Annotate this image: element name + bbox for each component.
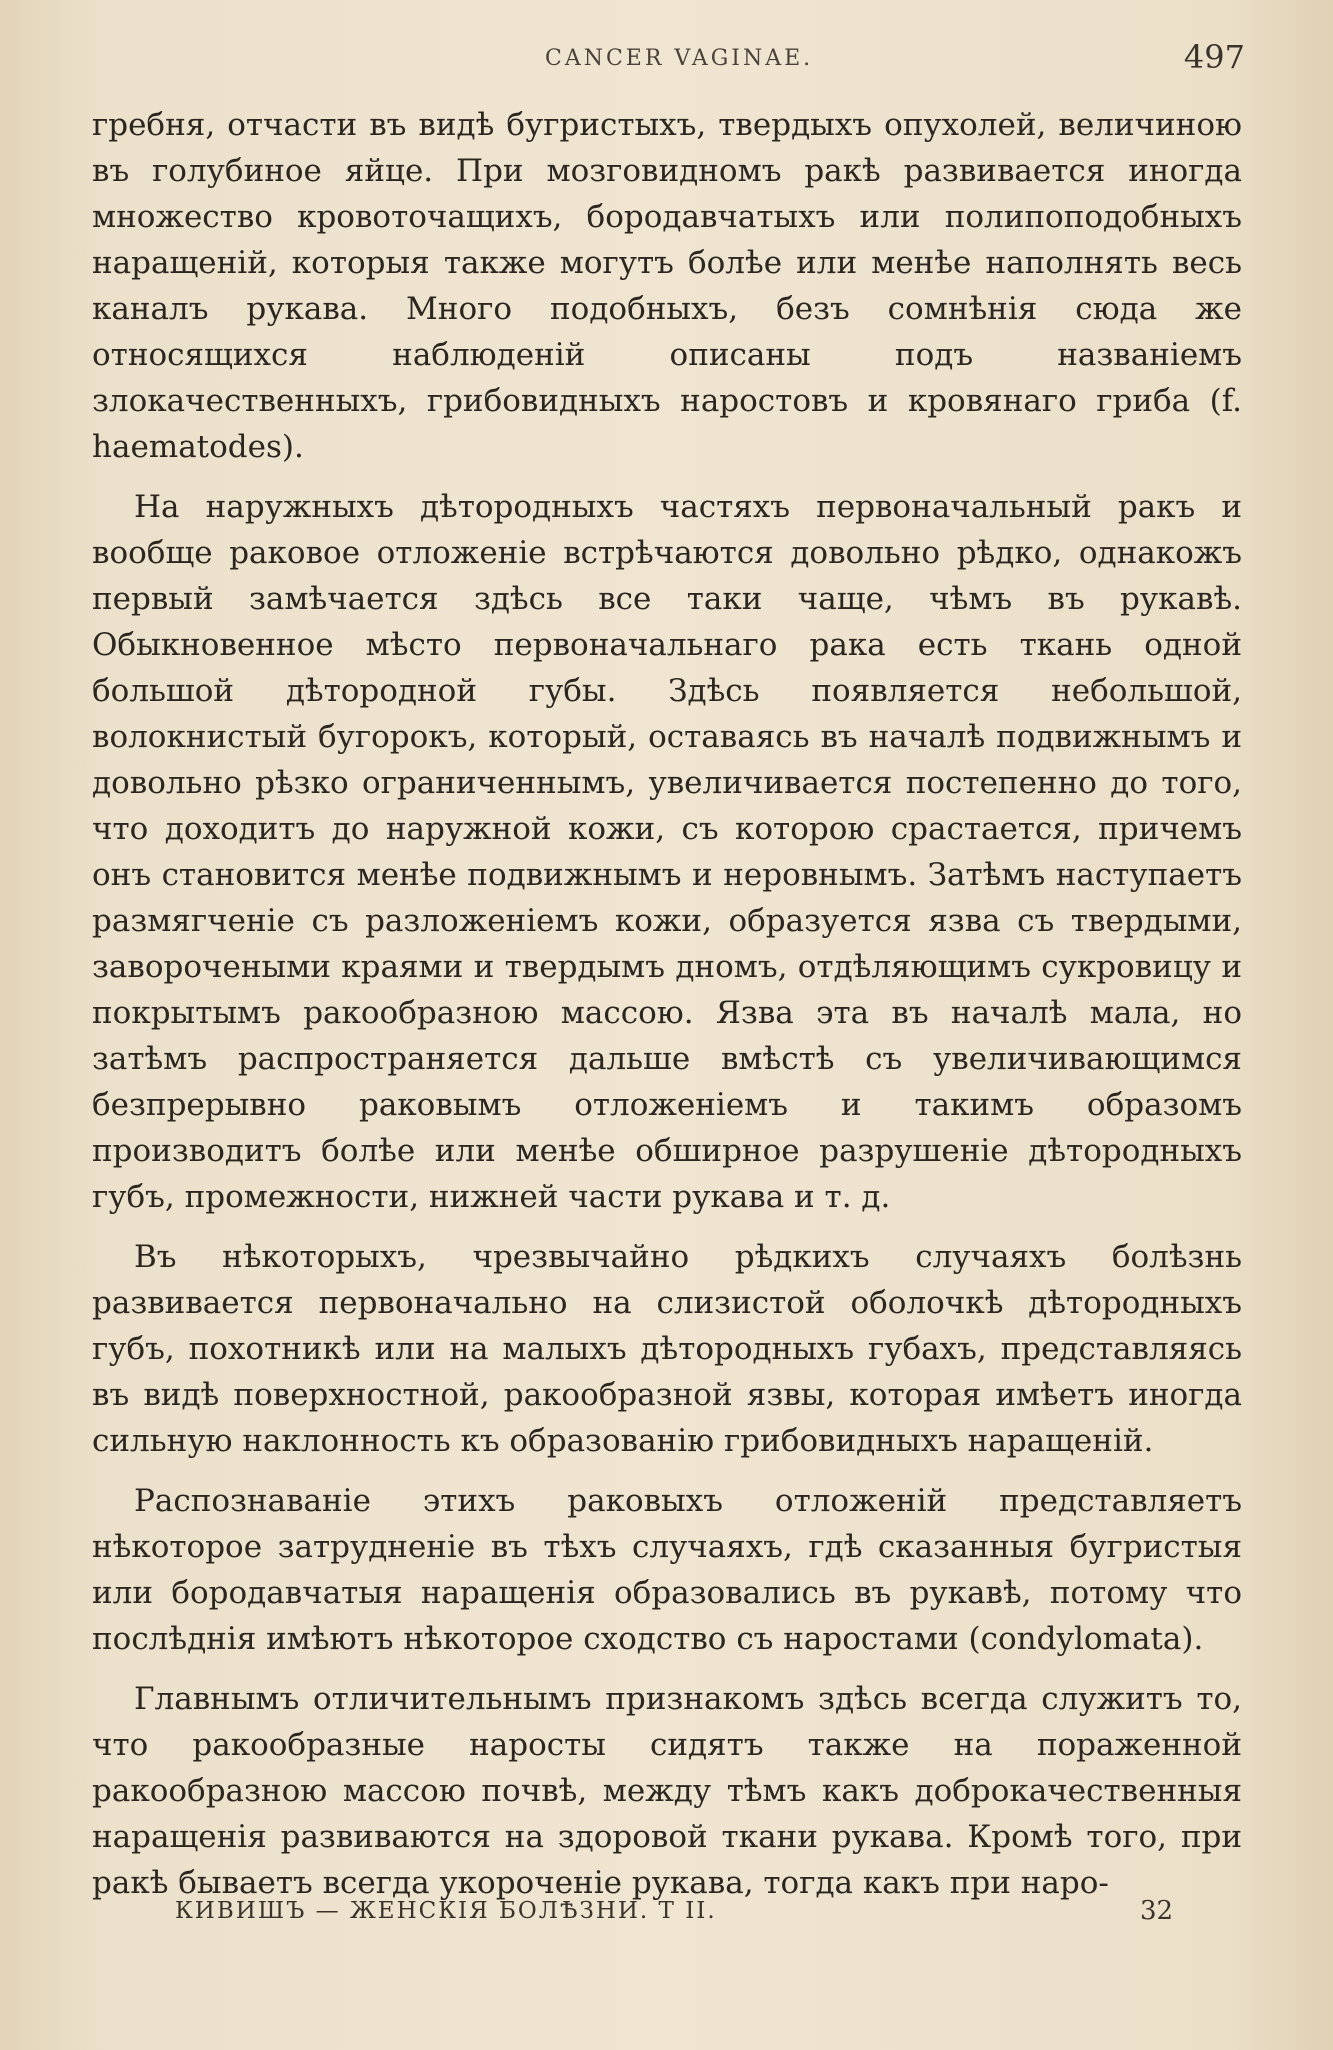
sheet-number: 32	[1140, 1896, 1174, 1926]
page-footer	[0, 1896, 1333, 1936]
body-text	[92, 102, 1242, 1920]
footer-signature: КИВИШЪ — ЖЕНСКІЯ БОЛѢЗНИ. Т II.	[175, 1898, 717, 1924]
running-head	[0, 38, 1333, 78]
paragraph: Главнымъ отличительнымъ признакомъ здѣсь всегда служитъ то, что ракообразные наросты сидятъ также на пораженной ракообразною массою почвѣ, между тѣмъ какъ доброкачественныя наращенія развиваются на здоровой ткани рукава. Кромѣ того, при ракѣ бываетъ всегда укороченіе рукава, тогда какъ при наро-	[92, 1681, 1242, 1901]
paragraph-continued: гребня, отчасти въ видѣ бугристыхъ, твердыхъ опухолей, величиною въ голубиное яйце. При мозговидномъ ракѣ развивается иногда множество кровоточащихъ, бородавчатыхъ или полипоподобныхъ наращеній, которыя также могутъ болѣе или менѣе наполнять весь каналъ рукава. Много подобныхъ, безъ сомнѣнія сюда же относящихся наблюденій описаны подъ названіемъ злокачественныхъ, грибовидныхъ наростовъ и кровянаго гриба (f. haematodes).	[92, 107, 1242, 465]
paragraph: На наружныхъ дѣтородныхъ частяхъ первоначальный ракъ и вообще раковое отложеніе встрѣчаются довольно рѣдко, однакожъ первый замѣчается здѣсь все таки чаще, чѣмъ въ рукавѣ. Обыкновенное мѣсто первоначальнаго рака есть ткань одной большой дѣтородной губы. Здѣсь появляется небольшой, волокнистый бугорокъ, который, оставаясь въ началѣ подвижнымъ и довольно рѣзко ограниченнымъ, увеличивается постепенно до того, что доходитъ до наружной кожи, съ которою срастается, причемъ онъ становится менѣе подвижнымъ и неровнымъ. Затѣмъ наступаетъ размягченіе съ разложеніемъ кожи, образуется язва съ твердыми, заворочеными краями и твердымъ дномъ, отдѣляющимъ сукровицу и покрытымъ ракообразною массою. Язва эта въ началѣ мала, но затѣмъ распространяется дальше вмѣстѣ съ увеличивающимся безпрерывно раковымъ отложеніемъ и такимъ образомъ производитъ болѣе или менѣе обширное разрушеніе дѣтородныхъ губъ, промежности, нижней части рукава и т. д.	[92, 489, 1242, 1215]
running-title: CANCER VAGINAE.	[545, 46, 814, 71]
paragraph: Въ нѣкоторыхъ, чрезвычайно рѣдкихъ случаяхъ болѣзнь развивается первоначально на слизистой оболочкѣ дѣтородныхъ губъ, похотникѣ или на малыхъ дѣтородныхъ губахъ, представляясь въ видѣ поверхностной, ракообразной язвы, которая имѣетъ иногда сильную наклонность къ образованію грибовидныхъ наращеній.	[92, 1239, 1242, 1459]
page-number: 497	[1183, 38, 1245, 76]
paragraph: Распознаваніе этихъ раковыхъ отложеній представляетъ нѣкоторое затрудненіе въ тѣхъ случаяхъ, гдѣ сказанныя бугристыя или бородавчатыя наращенія образовались въ рукавѣ, потому что послѣднія имѣютъ нѣкоторое сходство съ наростами (condylomata).	[92, 1483, 1242, 1657]
